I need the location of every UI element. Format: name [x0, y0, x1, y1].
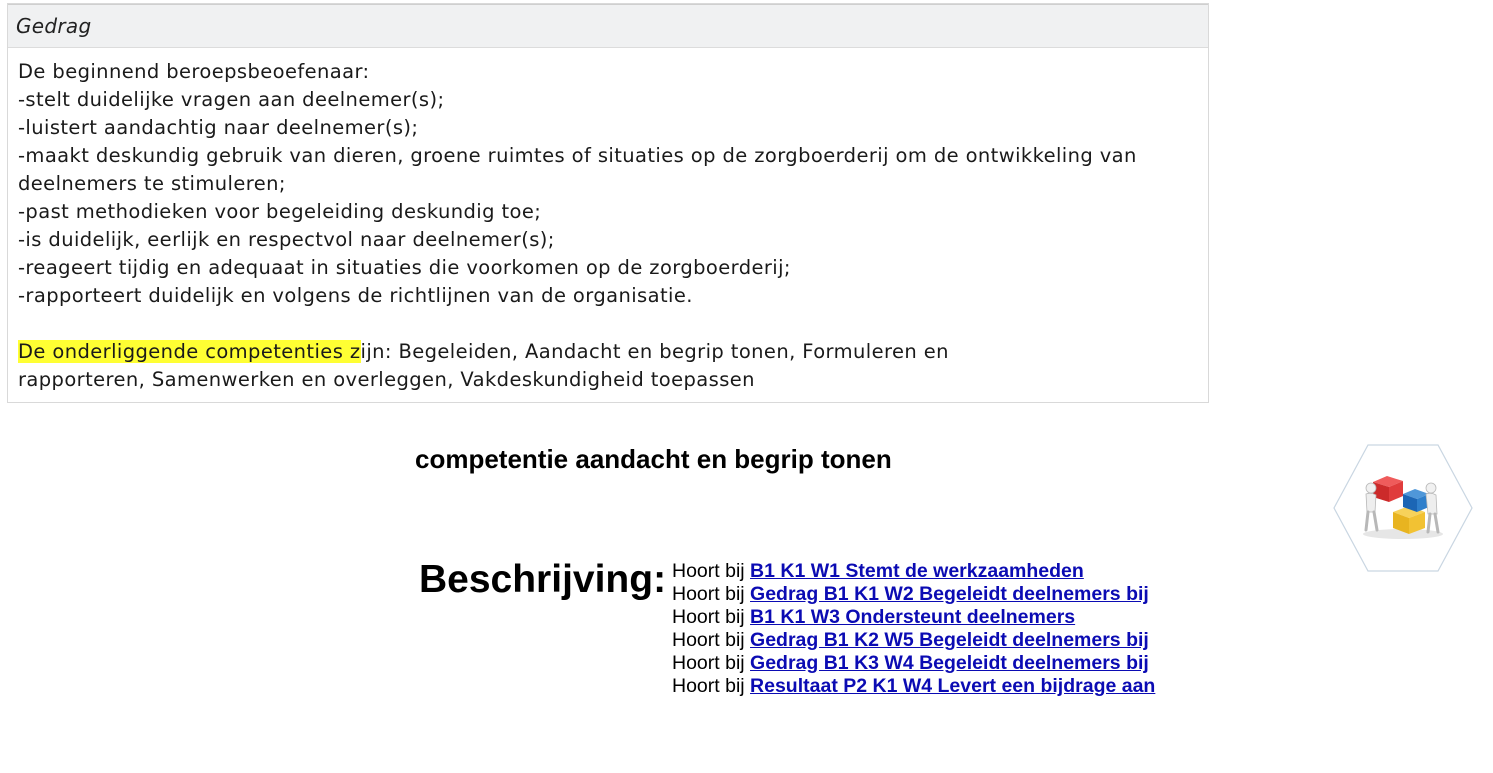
panel-body	[8, 48, 1208, 404]
behavior-line: De beginnend beroepsbeoefenaar:	[18, 60, 370, 83]
competence-title: competentie aandacht en begrip tonen	[415, 444, 892, 474]
spacer	[18, 310, 1198, 338]
behavior-line: -is duidelijk, eerlijk en respectvol naar deelnemer(s);	[18, 228, 555, 251]
competencies-line	[18, 338, 1198, 366]
highlighted-text: De onderliggende competenties z	[18, 340, 361, 363]
list-item	[672, 675, 1155, 698]
link-prefix: Hoort bij	[672, 629, 751, 651]
behavior-line: -stelt duidelijke vragen aan deelnemer(s);	[18, 88, 445, 111]
related-link[interactable]: B1 K1 W1 Stemt de werkzaamheden	[750, 560, 1084, 582]
behavior-line: -maakt deskundig gebruik van dieren, groene ruimtes of situaties op de zorgboerderij om de ontwikkeling van	[18, 144, 1137, 167]
behavior-line: -reageert tijdig en adequaat in situaties die voorkomen op de zorgboerderij;	[18, 256, 791, 279]
link-prefix: Hoort bij	[672, 583, 751, 605]
related-link[interactable]: Gedrag B1 K2 W5 Begeleidt deelnemers bij	[750, 629, 1149, 651]
behavior-line: -rapporteert duidelijk en volgens de richtlijnen van de organisatie.	[18, 284, 693, 307]
related-link[interactable]: B1 K1 W3 Ondersteunt deelnemers	[750, 606, 1076, 628]
panel-header: Gedrag	[8, 4, 1208, 48]
related-link[interactable]: Resultaat P2 K1 W4 Levert een bijdrage aan	[750, 675, 1156, 697]
link-prefix: Hoort bij	[672, 606, 751, 628]
list-item	[672, 583, 1155, 606]
competencies-text: ijn: Begeleiden, Aandacht en begrip tonen, Formuleren en	[360, 340, 949, 363]
related-links-list	[672, 560, 1155, 698]
link-prefix: Hoort bij	[672, 652, 751, 674]
list-item	[672, 652, 1155, 675]
behavior-line: deelnemers te stimuleren;	[18, 172, 286, 195]
list-item	[672, 629, 1155, 652]
related-link[interactable]: Gedrag B1 K1 W2 Begeleidt deelnemers bij	[750, 583, 1149, 605]
gedrag-panel	[7, 3, 1209, 403]
related-link[interactable]: Gedrag B1 K3 W4 Begeleidt deelnemers bij	[750, 652, 1149, 674]
hexagon-image	[1333, 444, 1473, 572]
description-label: Beschrijving:	[419, 558, 667, 601]
people-building-blocks-icon	[1333, 444, 1473, 572]
link-prefix: Hoort bij	[672, 560, 751, 582]
behavior-line: -luistert aandachtig naar deelnemer(s);	[18, 116, 419, 139]
competencies-line-2: rapporteren, Samenwerken en overleggen, Vakdeskundigheid toepassen	[18, 368, 755, 391]
link-prefix: Hoort bij	[672, 675, 751, 697]
list-item	[672, 560, 1155, 583]
list-item	[672, 606, 1155, 629]
behavior-line: -past methodieken voor begeleiding deskundig toe;	[18, 200, 542, 223]
